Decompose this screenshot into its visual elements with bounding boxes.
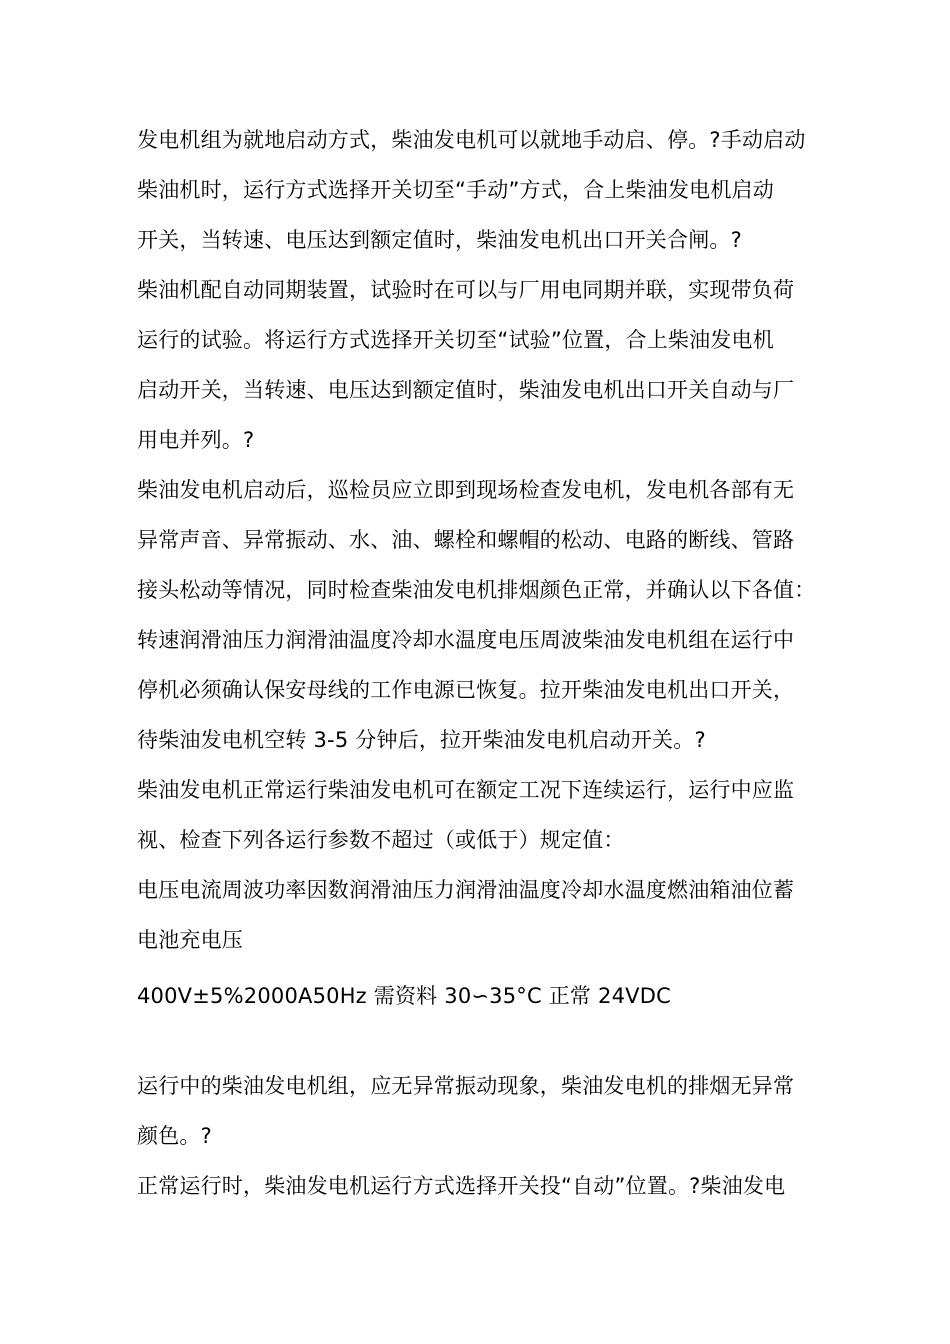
text-line: 停机必须确认保安母线的工作电源已恢复。拉开柴油发电机出口开关， (137, 678, 795, 702)
text-line: 用电并列。? (137, 428, 255, 452)
text-line: 接头松动等情况，同时检查柴油发电机排烟颜色正常，并确认以下各值： (137, 578, 816, 602)
text-line: 运行的试验。将运行方式选择开关切至“试验”位置，合上柴油发电机 (137, 328, 774, 352)
text-line: 运行中的柴油发电机组，应无异常振动现象，柴油发电机的排烟无异常 (137, 1074, 795, 1098)
text-line: 转速润滑油压力润滑油温度冷却水温度电压周波柴油发电机组在运行中 (137, 628, 795, 652)
text-line: 电池充电压 (137, 928, 243, 952)
text-line: 颜色。? (137, 1124, 212, 1148)
text-line: 启动开关，当转速、电压达到额定值时，柴油发电机出口开关自动与厂 (137, 378, 795, 402)
text-line: 异常声音、异常振动、水、油、螺栓和螺帽的松动、电路的断线、管路 (137, 528, 795, 552)
text-line: 发电机组为就地启动方式，柴油发电机可以就地手动启、停。?手动启动 (137, 128, 806, 152)
text-line: 待柴油发电机空转 3-5 分钟后，拉开柴油发电机启动开关。? (137, 728, 706, 752)
text-line: 柴油发电机启动后，巡检员应立即到现场检查发电机，发电机各部有无 (137, 478, 795, 502)
text-line: 开关，当转速、电压达到额定值时，柴油发电机出口开关合闸。? (137, 228, 742, 252)
text-line: 柴油机配自动同期装置，试验时在可以与厂用电同期并联，实现带负荷 (137, 278, 795, 302)
text-line: 柴油机时，运行方式选择开关切至“手动”方式，合上柴油发电机启动 (137, 178, 774, 202)
text-line: 电压电流周波功率因数润滑油压力润滑油温度冷却水温度燃油箱油位蓄 (137, 878, 795, 902)
text-line: 400V±5%2000A50Hz 需资料 30∽35°C 正常 24VDC (137, 984, 671, 1008)
text-line: 正常运行时，柴油发电机运行方式选择开关投“自动”位置。?柴油发电 (137, 1174, 786, 1198)
text-line: 柴油发电机正常运行柴油发电机可在额定工况下连续运行，运行中应监 (137, 778, 795, 802)
text-line: 视、检查下列各运行参数不超过（或低于）规定值： (137, 828, 625, 852)
